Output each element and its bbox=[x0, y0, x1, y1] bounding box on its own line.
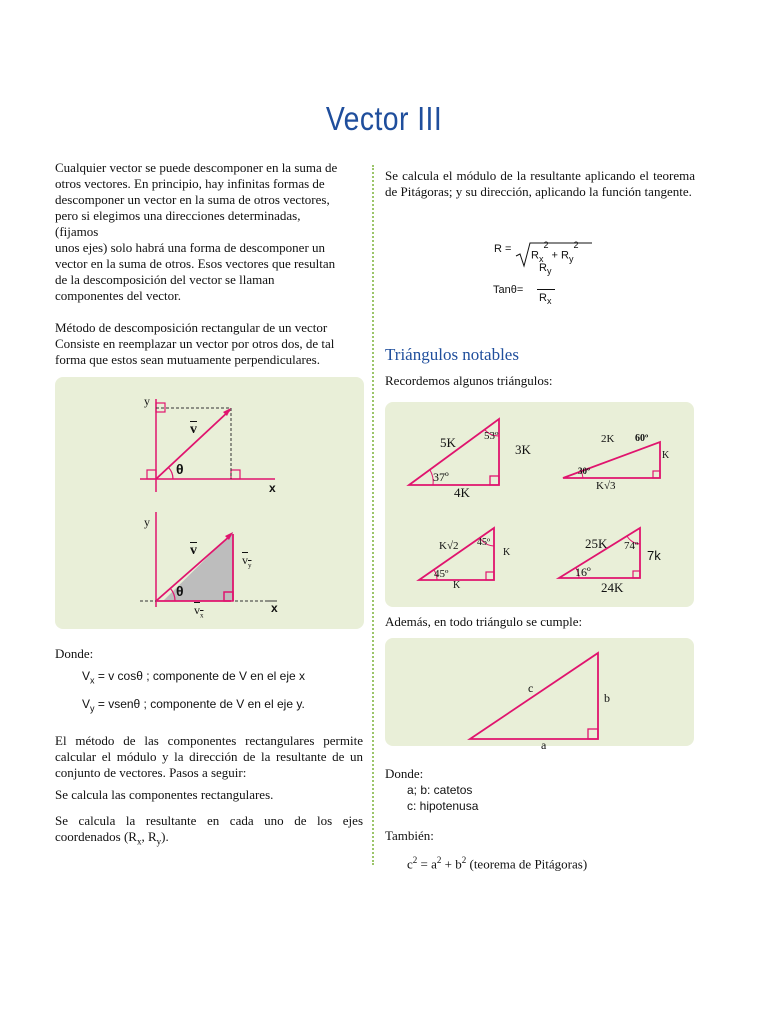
tri4-angle-left: 16º bbox=[575, 565, 591, 579]
donde-label: Donde: bbox=[385, 766, 424, 781]
tri1-side: 3K bbox=[515, 442, 531, 457]
sqrt-content: $R_x^2 + R_y^2$ bbox=[531, 240, 579, 264]
vy-label: $v_y$ bbox=[242, 553, 252, 570]
y-axis-label: y bbox=[144, 394, 150, 408]
notable-triangles-panel bbox=[385, 402, 694, 607]
general-triangle-panel bbox=[385, 638, 694, 752]
vy-equation: $V_y$ = vsenθ ; componente de V en el eje y. bbox=[82, 697, 305, 714]
modulus-formula: R = bbox=[494, 243, 512, 255]
definitions bbox=[385, 766, 587, 872]
x-axis-label: x bbox=[269, 481, 276, 495]
catetos-def: a; b: catetos bbox=[407, 783, 473, 797]
ademas-text: Además, en todo triángulo se cumple: bbox=[385, 614, 583, 629]
intro-line: vector en la suma de otros. Esos vectores que resultan bbox=[55, 256, 336, 271]
tri2-angle-left: 30º bbox=[578, 466, 590, 476]
tri2-side: K bbox=[662, 450, 670, 461]
theta-label: θ bbox=[176, 461, 184, 477]
tri2-angle-top: 60º bbox=[635, 433, 649, 444]
tri3-angle-left: 45º bbox=[434, 568, 449, 580]
donde-label: Donde: bbox=[55, 646, 94, 661]
tri2-base: K√3 bbox=[596, 480, 616, 492]
method-line: Consiste en reemplazar un vector por otros dos, de tal bbox=[55, 336, 335, 351]
tri1-angle-top: 53º bbox=[484, 430, 499, 442]
side-b-label: b bbox=[604, 691, 610, 705]
side-a-label: a bbox=[541, 738, 547, 752]
tri4-hyp: 25K bbox=[585, 536, 608, 551]
intro-line: unos ejes) solo habrá una forma de descomponer un bbox=[55, 240, 326, 255]
intro-line: (fijamos bbox=[55, 224, 99, 239]
tambien-label: También: bbox=[385, 828, 434, 843]
intro-line: pero si elegimos una direcciones determinadas, bbox=[55, 208, 301, 223]
tri3-base: K bbox=[453, 580, 461, 591]
tri1-angle-left: 37º bbox=[433, 470, 449, 484]
vector-label: $\overline{v}$ bbox=[190, 543, 197, 558]
left-column bbox=[55, 160, 363, 368]
tri1-base: 4K bbox=[454, 485, 470, 500]
right-column bbox=[385, 168, 695, 200]
vector-label: $\overline{v}$ bbox=[190, 422, 197, 437]
hypotenuse-label: c bbox=[528, 681, 534, 695]
section-title-notables: Triángulos notables bbox=[385, 345, 519, 364]
column-divider bbox=[372, 165, 374, 865]
tangent-formula-label: Tanθ= bbox=[493, 284, 524, 296]
x-axis-label: x bbox=[271, 601, 278, 615]
tri2-hyp: 2K bbox=[601, 433, 615, 445]
left-lower-text bbox=[55, 646, 363, 849]
y-axis-label: y bbox=[144, 515, 150, 529]
intro-line: Cualquier vector se puede descomponer en la suma de bbox=[55, 160, 338, 175]
tri4-angle-top: 74º bbox=[624, 540, 639, 552]
tri1-hyp: 5K bbox=[440, 435, 456, 450]
method-line: forma que estos sean mutuamente perpendiculares. bbox=[55, 352, 320, 367]
pythagoras-equation: $c^2 = a^2 + b^2$ (teorema de Pitágoras) bbox=[407, 855, 588, 872]
tri4-side: 7k bbox=[647, 548, 661, 563]
step-two: Se calcula la resultante en cada uno de los ejes coordenados ($R_x$, $R_y$). bbox=[55, 812, 363, 847]
fraction-bar bbox=[537, 289, 555, 290]
tri4-base: 24K bbox=[601, 580, 624, 595]
intro-line: de la descomposición del vector se llaman bbox=[55, 272, 275, 287]
page-title: Vector III bbox=[325, 100, 443, 137]
tangent-numerator: $R_y$ bbox=[539, 262, 552, 277]
tri3-side: K bbox=[503, 547, 511, 558]
vx-equation: $V_x = v$ cosθ ; componente de V en el eje x bbox=[82, 669, 305, 686]
theta-label: θ bbox=[176, 583, 184, 599]
hipotenusa-def: c: hipotenusa bbox=[407, 799, 479, 813]
tri3-angle-top: 45º bbox=[477, 537, 491, 548]
intro-line: descomponer un vector en la suma de otros vectores, bbox=[55, 192, 330, 207]
vector-figure-panel bbox=[55, 377, 364, 629]
vector-decomposition-figure bbox=[55, 377, 364, 629]
resultant-paragraph: Se calcula el módulo de la resultante aplicando el teorema de Pitágoras; y su dirección, aplicando la función tangente. bbox=[385, 168, 695, 199]
tangent-denominator: $R_x$ bbox=[539, 292, 552, 307]
step-one: Se calcula las componentes rectangulares. bbox=[55, 786, 274, 802]
method-line: Método de descomposición rectangular de un vector bbox=[55, 320, 328, 335]
tri3-hyp: K√2 bbox=[439, 540, 459, 552]
general-triangle-figure bbox=[385, 638, 694, 746]
intro-line: componentes del vector. bbox=[55, 288, 181, 303]
components-paragraph: El método de las componentes rectangulares permite calcular el módulo y la dirección de la resultante de un conjunto de vectores. Pasos a seguir: bbox=[55, 732, 363, 780]
recordemos-text: Recordemos algunos triángulos: bbox=[385, 373, 553, 388]
intro-line: otros vectores. En principio, hay infinitas formas de bbox=[55, 176, 325, 191]
vx-label: $v_x$ bbox=[194, 603, 204, 620]
